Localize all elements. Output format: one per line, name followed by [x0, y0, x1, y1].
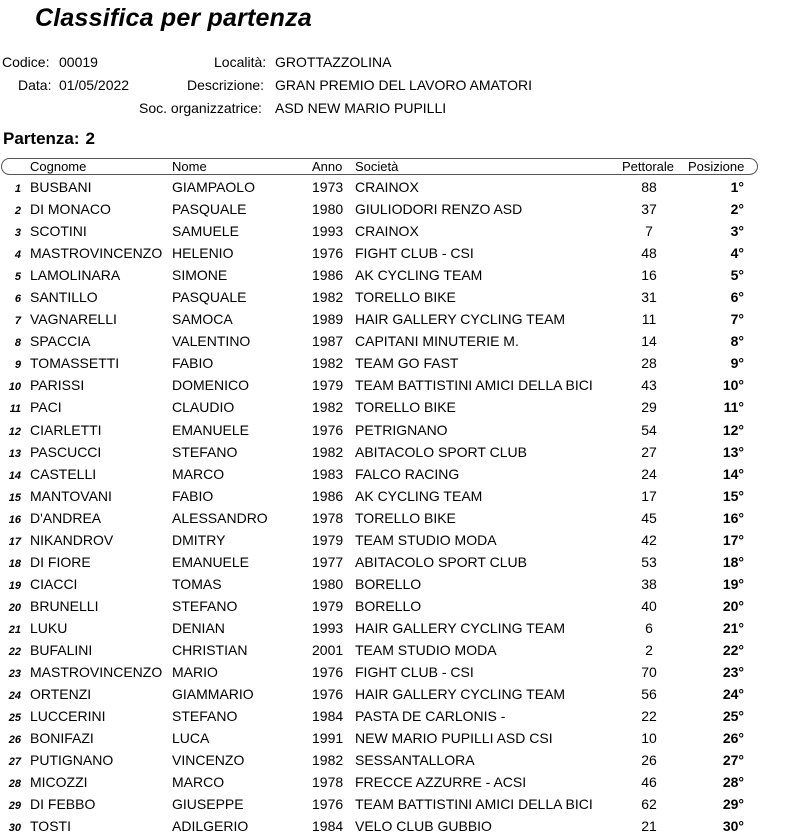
- anno-cell: 1980: [312, 201, 344, 218]
- cognome-cell: ORTENZI: [30, 686, 92, 703]
- anno-cell: 1982: [312, 355, 344, 372]
- societa-cell: TEAM BATTISTINI AMICI DELLA BICI: [355, 377, 593, 394]
- partenza-value: 2: [85, 129, 95, 148]
- posizione-cell: 14°: [722, 465, 744, 482]
- row-number: 10: [8, 381, 21, 394]
- pettorale-cell: 88: [641, 179, 657, 195]
- nome-cell: ADILGERIO: [172, 818, 249, 835]
- table-row: [0, 176, 792, 198]
- row-number: 11: [9, 403, 21, 416]
- row-number: 18: [8, 557, 21, 570]
- table-row: [0, 815, 792, 837]
- pettorale-cell: 17: [641, 487, 657, 504]
- pettorale-cell: 40: [641, 597, 657, 614]
- row-number: 29: [8, 800, 21, 813]
- pettorale-cell: 38: [641, 575, 657, 592]
- posizione-cell: 3°: [730, 223, 744, 240]
- table-row: [0, 617, 792, 639]
- cognome-cell: BRUNELLI: [30, 597, 99, 614]
- anno-cell: 1982: [312, 289, 344, 306]
- table-row: [0, 308, 792, 330]
- societa-cell: HAIR GALLERY CYCLING TEAM: [355, 311, 566, 328]
- anno-cell: 1978: [312, 509, 344, 526]
- data-value: 01/05/2022: [59, 77, 130, 93]
- pettorale-cell: 42: [641, 531, 657, 548]
- table-row: [0, 352, 792, 374]
- row-number: 5: [14, 271, 21, 284]
- soc-organizzatrice-value: ASD NEW MARIO PUPILLI: [275, 100, 447, 116]
- posizione-cell: 30°: [722, 818, 744, 835]
- data-label: Data:: [18, 77, 52, 93]
- table-row: [0, 551, 792, 573]
- row-number: 6: [14, 293, 21, 306]
- societa-cell: AK CYCLING TEAM: [355, 267, 483, 284]
- posizione-cell: 29°: [722, 796, 744, 813]
- pettorale-cell: 14: [641, 333, 657, 350]
- codice-value: 00019: [59, 54, 98, 70]
- posizione-cell: 6°: [730, 289, 744, 306]
- nome-cell: TOMAS: [172, 575, 222, 592]
- nome-cell: STEFANO: [172, 708, 238, 725]
- anno-cell: 1993: [312, 223, 344, 240]
- codice-label: Codice:: [2, 54, 50, 70]
- posizione-cell: 20°: [722, 597, 744, 614]
- nome-cell: GIUSEPPE: [172, 796, 244, 813]
- societa-cell: PASTA DE CARLONIS -: [355, 708, 506, 725]
- pettorale-cell: 2: [645, 641, 653, 658]
- posizione-cell: 27°: [722, 752, 744, 769]
- row-number: 2: [14, 205, 21, 218]
- pettorale-cell: 16: [641, 267, 657, 284]
- table-row: [0, 529, 792, 551]
- posizione-cell: 8°: [730, 333, 744, 350]
- row-number: 20: [8, 601, 21, 614]
- pettorale-cell: 29: [641, 399, 657, 416]
- posizione-cell: 10°: [722, 377, 744, 394]
- nome-cell: MARCO: [172, 774, 225, 791]
- nome-cell: PASQUALE: [172, 201, 247, 218]
- cognome-cell: DI MONACO: [30, 201, 111, 218]
- row-number: 28: [8, 778, 21, 791]
- cognome-cell: BONIFAZI: [30, 730, 94, 747]
- row-number: 26: [8, 734, 21, 747]
- anno-cell: 1976: [312, 796, 344, 813]
- table-row: [0, 242, 792, 264]
- societa-cell: BORELLO: [355, 597, 422, 614]
- societa-cell: BORELLO: [355, 575, 422, 592]
- row-number: 7: [14, 315, 21, 328]
- cognome-cell: PUTIGNANO: [30, 752, 114, 769]
- table-row: [0, 573, 792, 595]
- anno-cell: 1973: [312, 179, 344, 195]
- nome-cell: PASQUALE: [172, 289, 247, 306]
- posizione-cell: 4°: [730, 245, 744, 262]
- header-pettorale: Pettorale: [622, 159, 675, 174]
- posizione-cell: 17°: [722, 531, 744, 548]
- nome-cell: MARCO: [172, 465, 225, 482]
- results-table-body: [0, 176, 792, 837]
- header-nome: Nome: [172, 159, 207, 174]
- pettorale-cell: 56: [641, 686, 657, 703]
- table-row: [0, 441, 792, 463]
- societa-cell: AK CYCLING TEAM: [355, 487, 483, 504]
- pettorale-cell: 11: [641, 311, 657, 328]
- row-number: 9: [14, 359, 21, 372]
- posizione-cell: 9°: [730, 355, 744, 372]
- row-number: 14: [8, 469, 21, 482]
- cognome-cell: PACI: [30, 399, 62, 416]
- nome-cell: HELENIO: [172, 245, 234, 262]
- table-row: [0, 683, 792, 705]
- anno-cell: 1976: [312, 245, 344, 262]
- posizione-cell: 18°: [722, 553, 744, 570]
- cognome-cell: SCOTINI: [30, 223, 87, 240]
- societa-cell: GIULIODORI RENZO ASD: [355, 201, 523, 218]
- nome-cell: STEFANO: [172, 443, 238, 460]
- nome-cell: SIMONE: [172, 267, 228, 284]
- pettorale-cell: 21: [641, 818, 657, 835]
- table-row: [0, 595, 792, 617]
- header-anno: Anno: [312, 159, 343, 174]
- table-row: [0, 374, 792, 396]
- nome-cell: LUCA: [172, 730, 210, 747]
- nome-cell: VINCENZO: [172, 752, 245, 769]
- posizione-cell: 1°: [730, 179, 744, 195]
- cognome-cell: BUFALINI: [30, 641, 93, 658]
- descrizione-value: GRAN PREMIO DEL LAVORO AMATORI: [275, 77, 532, 93]
- cognome-cell: SPACCIA: [30, 333, 91, 350]
- anno-cell: 1982: [312, 399, 344, 416]
- pettorale-cell: 53: [641, 553, 657, 570]
- header-cognome: Cognome: [30, 159, 87, 174]
- posizione-cell: 26°: [722, 730, 744, 747]
- table-row: [0, 286, 792, 308]
- cognome-cell: MASTROVINCENZO: [30, 245, 163, 262]
- anno-cell: 1993: [312, 619, 344, 636]
- table-row: [0, 661, 792, 683]
- table-row: [0, 264, 792, 286]
- posizione-cell: 23°: [722, 664, 744, 681]
- cognome-cell: MASTROVINCENZO: [30, 664, 163, 681]
- partenza-label: Partenza:: [3, 129, 80, 148]
- nome-cell: SAMUELE: [172, 223, 239, 240]
- anno-cell: 1978: [312, 774, 344, 791]
- anno-cell: 1979: [312, 531, 344, 548]
- cognome-cell: CIACCI: [30, 575, 78, 592]
- posizione-cell: 13°: [722, 443, 744, 460]
- row-number: 1: [14, 183, 21, 195]
- row-number: 13: [8, 447, 21, 460]
- table-row: [0, 463, 792, 485]
- row-number: 25: [8, 712, 21, 725]
- societa-cell: FALCO RACING: [355, 465, 460, 482]
- societa-cell: HAIR GALLERY CYCLING TEAM: [355, 686, 566, 703]
- header-posizione: Posizione: [688, 159, 745, 174]
- anno-cell: 1976: [312, 664, 344, 681]
- soc-organizzatrice-label: Soc. organizzatrice:: [139, 100, 262, 116]
- nome-cell: STEFANO: [172, 597, 238, 614]
- cognome-cell: PASCUCCI: [30, 443, 102, 460]
- pettorale-cell: 43: [641, 377, 657, 394]
- societa-cell: TEAM BATTISTINI AMICI DELLA BICI: [355, 796, 593, 813]
- row-number: 24: [8, 690, 21, 703]
- pettorale-cell: 7: [645, 223, 653, 240]
- cognome-cell: D'ANDREA: [30, 509, 102, 526]
- nome-cell: CLAUDIO: [172, 399, 235, 416]
- table-row: [0, 220, 792, 242]
- anno-cell: 1987: [312, 333, 344, 350]
- row-number: 23: [8, 668, 21, 681]
- pettorale-cell: 10: [641, 730, 657, 747]
- table-row: [0, 749, 792, 771]
- cognome-cell: PARISSI: [30, 377, 85, 394]
- pettorale-cell: 46: [641, 774, 657, 791]
- anno-cell: 1984: [312, 708, 344, 725]
- localita-value: GROTTAZZOLINA: [275, 54, 392, 70]
- nome-cell: DOMENICO: [172, 377, 249, 394]
- anno-cell: 2001: [312, 641, 344, 658]
- table-row: [0, 727, 792, 749]
- nome-cell: GIAMPAOLO: [172, 179, 255, 195]
- societa-cell: FIGHT CLUB - CSI: [355, 245, 474, 262]
- cognome-cell: LUKU: [30, 619, 68, 636]
- cognome-cell: TOMASSETTI: [30, 355, 120, 372]
- cognome-cell: BUSBANI: [30, 179, 92, 195]
- cognome-cell: CASTELLI: [30, 465, 97, 482]
- societa-cell: TORELLO BIKE: [355, 289, 456, 306]
- anno-cell: 1989: [312, 311, 344, 328]
- pettorale-cell: 22: [641, 708, 657, 725]
- posizione-cell: 5°: [730, 267, 744, 284]
- pettorale-cell: 37: [641, 201, 657, 218]
- posizione-cell: 15°: [722, 487, 744, 504]
- pettorale-cell: 24: [641, 465, 657, 482]
- posizione-cell: 12°: [722, 421, 744, 438]
- nome-cell: MARIO: [172, 664, 218, 681]
- societa-cell: VELO CLUB GUBBIO: [355, 818, 492, 835]
- pettorale-cell: 27: [641, 443, 657, 460]
- anno-cell: 1986: [312, 267, 344, 284]
- cognome-cell: SANTILLO: [30, 289, 98, 306]
- anno-cell: 1982: [312, 443, 344, 460]
- table-row: [0, 639, 792, 661]
- societa-cell: TEAM STUDIO MODA: [355, 531, 497, 548]
- anno-cell: 1979: [312, 597, 344, 614]
- cognome-cell: NIKANDROV: [30, 531, 114, 548]
- cognome-cell: VAGNARELLI: [30, 311, 117, 328]
- nome-cell: EMANUELE: [172, 553, 250, 570]
- row-number: 4: [14, 249, 21, 262]
- societa-cell: TORELLO BIKE: [355, 509, 456, 526]
- table-row: [0, 705, 792, 727]
- table-row: [0, 793, 792, 815]
- row-number: 15: [8, 491, 21, 504]
- row-number: 17: [8, 535, 21, 548]
- anno-cell: 1986: [312, 487, 344, 504]
- anno-cell: 1976: [312, 421, 344, 438]
- cognome-cell: MANTOVANI: [30, 487, 112, 504]
- row-number: 8: [14, 337, 21, 350]
- nome-cell: FABIO: [172, 487, 214, 504]
- anno-cell: 1976: [312, 686, 344, 703]
- societa-cell: ABITACOLO SPORT CLUB: [355, 443, 527, 460]
- cognome-cell: DI FIORE: [30, 553, 91, 570]
- posizione-cell: 21°: [722, 619, 744, 636]
- posizione-cell: 25°: [722, 708, 744, 725]
- posizione-cell: 28°: [722, 774, 744, 791]
- localita-label: Località:: [214, 54, 267, 70]
- header-societa: Società: [355, 159, 399, 174]
- societa-cell: PETRIGNANO: [355, 421, 448, 438]
- posizione-cell: 19°: [722, 575, 744, 592]
- pettorale-cell: 54: [641, 421, 657, 438]
- descrizione-label: Descrizione:: [187, 77, 265, 93]
- row-number: 22: [8, 645, 21, 658]
- cognome-cell: LAMOLINARA: [30, 267, 121, 284]
- row-number: 19: [8, 579, 21, 592]
- nome-cell: DENIAN: [172, 619, 225, 636]
- societa-cell: NEW MARIO PUPILLI ASD CSI: [355, 730, 553, 747]
- societa-cell: SESSANTALLORA: [355, 752, 475, 769]
- table-row: [0, 330, 792, 352]
- nome-cell: EMANUELE: [172, 421, 250, 438]
- table-row: [0, 198, 792, 220]
- nome-cell: DMITRY: [172, 531, 226, 548]
- row-number: 30: [8, 822, 21, 835]
- nome-cell: SAMOCA: [172, 311, 233, 328]
- societa-cell: FRECCE AZZURRE - ACSI: [355, 774, 527, 791]
- societa-cell: HAIR GALLERY CYCLING TEAM: [355, 619, 566, 636]
- societa-cell: CRAINOX: [355, 223, 419, 240]
- posizione-cell: 16°: [722, 509, 744, 526]
- societa-cell: TEAM STUDIO MODA: [355, 641, 497, 658]
- pettorale-cell: 26: [641, 752, 657, 769]
- partenza-heading: [3, 129, 95, 149]
- table-row: [0, 396, 792, 418]
- posizione-cell: 7°: [730, 311, 744, 328]
- anno-cell: 1977: [312, 553, 344, 570]
- nome-cell: VALENTINO: [172, 333, 251, 350]
- nome-cell: GIAMMARIO: [172, 686, 254, 703]
- table-row: [0, 419, 792, 441]
- cognome-cell: TOSTI: [30, 818, 71, 835]
- pettorale-cell: 31: [641, 289, 657, 306]
- pettorale-cell: 48: [641, 245, 657, 262]
- posizione-cell: 2°: [730, 201, 744, 218]
- pettorale-cell: 62: [641, 796, 657, 813]
- posizione-cell: 22°: [722, 641, 744, 658]
- page-title: Classifica per partenza: [35, 4, 312, 32]
- cognome-cell: CIARLETTI: [30, 421, 102, 438]
- table-row: [0, 485, 792, 507]
- row-number: 12: [8, 425, 21, 438]
- societa-cell: TORELLO BIKE: [355, 399, 456, 416]
- table-row: [0, 771, 792, 793]
- row-number: 3: [14, 227, 21, 240]
- posizione-cell: 24°: [722, 686, 744, 703]
- cognome-cell: DI FEBBO: [30, 796, 96, 813]
- societa-cell: TEAM GO FAST: [355, 355, 459, 372]
- societa-cell: FIGHT CLUB - CSI: [355, 664, 474, 681]
- anno-cell: 1979: [312, 377, 344, 394]
- cognome-cell: MICOZZI: [30, 774, 88, 791]
- nome-cell: CHRISTIAN: [172, 641, 248, 658]
- anno-cell: 1980: [312, 575, 344, 592]
- cognome-cell: LUCCERINI: [30, 708, 106, 725]
- posizione-cell: 11°: [723, 399, 744, 416]
- pettorale-cell: 70: [641, 664, 657, 681]
- nome-cell: FABIO: [172, 355, 214, 372]
- anno-cell: 1984: [312, 818, 344, 835]
- nome-cell: ALESSANDRO: [172, 509, 268, 526]
- pettorale-cell: 6: [645, 619, 653, 636]
- anno-cell: 1991: [312, 730, 344, 747]
- row-number: 27: [8, 756, 21, 769]
- anno-cell: 1983: [312, 465, 344, 482]
- societa-cell: ABITACOLO SPORT CLUB: [355, 553, 527, 570]
- row-number: 16: [8, 513, 21, 526]
- pettorale-cell: 28: [641, 355, 657, 372]
- row-number: 21: [8, 623, 21, 636]
- table-row: [0, 507, 792, 529]
- anno-cell: 1982: [312, 752, 344, 769]
- pettorale-cell: 45: [641, 509, 657, 526]
- societa-cell: CRAINOX: [355, 179, 419, 195]
- societa-cell: CAPITANI MINUTERIE M.: [355, 333, 519, 350]
